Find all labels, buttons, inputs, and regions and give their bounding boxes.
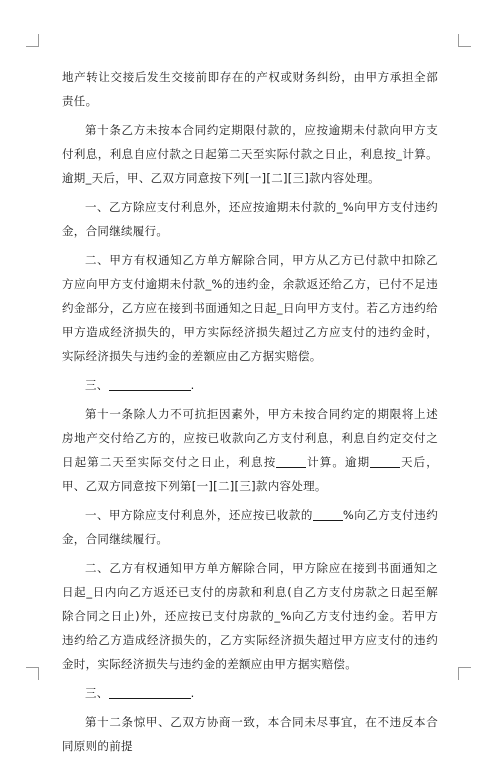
paragraph-p3 — [62, 195, 438, 243]
document-body — [62, 65, 438, 763]
paragraph-p4 — [62, 248, 438, 368]
paragraph-text: 计算。逾期 — [306, 455, 371, 469]
paragraph-p8 — [62, 556, 438, 676]
crop-mark-bottom-left — [26, 667, 39, 680]
paragraph-text: 天后，甲、乙双方同意按下列第[一][二][三]款内容处理。 — [62, 455, 438, 493]
paragraph-text: 一、乙方除应支付利息外，还应按逾期未付款的_%向甲方支付违约金，合同继续履行。 — [62, 200, 438, 238]
paragraph-p10 — [62, 710, 438, 758]
paragraph-text: . — [190, 378, 195, 392]
paragraph-text: 一、甲方除应支付利息外，还应按已收款的 — [85, 508, 313, 522]
crop-mark-bottom-right — [458, 667, 471, 680]
paragraph-p1 — [62, 65, 438, 113]
fill-in-blank — [109, 376, 191, 391]
paragraph-p9 — [62, 681, 438, 705]
paragraph-p2 — [62, 118, 438, 190]
paragraph-p7 — [62, 503, 438, 551]
paragraph-text: 二、甲方有权通知乙方单方解除合同，甲方从乙方已付款中扣除乙方应向甲方支付逾期未付款_%的违约金，余款返还给乙方，已付不足违约金部分，乙方应在接到书面通知之日起_日向甲方支付。若乙方违约给甲方造成经济损失的，甲方实际经济损失超过乙方应支付的违约金时，实际经济损失与违约金的差额应由乙方据实赔偿。 — [62, 253, 438, 363]
paragraph-text: 三、 — [85, 378, 109, 392]
paragraph-text: %向乙方支付违约金，合同继续履行。 — [62, 508, 439, 546]
paragraph-text: 地产转让交接后发生交接前即存在的产权或财务纠纷，由甲方承担全部责任。 — [62, 70, 438, 108]
paragraph-text: 三、 — [85, 686, 109, 700]
fill-in-blank — [313, 506, 343, 521]
fill-in-blank — [276, 453, 306, 468]
crop-mark-top-right — [458, 34, 471, 47]
paragraph-text: 第十二条惊甲、乙双方协商一致，本合同未尽事宜，在不违反本合同原则的前提 — [62, 715, 438, 753]
paragraph-text: 二、乙方有权通知甲方单方解除合同，甲方除应在接到书面通知之日起_日内向乙方返还已支付的房款和利息(自乙方支付房款之日起至解除合同之日止)外，还应按已支付房款的_%向乙方支付违约金。若甲方违约给乙方造成经济损失的，乙方实际经济损失超过甲方应支付的违约金时，实际经济损失与违约金的差额应由甲方据实赔偿。 — [62, 561, 438, 671]
paragraph-p6 — [62, 402, 438, 498]
fill-in-blank — [370, 453, 400, 468]
paragraph-text: 第十一条除人力不可抗拒因素外，甲方未按合同约定的期限将上述房地产交付给乙方的，应按已收款向乙方支付利息，利息自约定交付之日起第二天至实际交付之日止，利息按 — [62, 407, 438, 469]
fill-in-blank — [109, 684, 191, 699]
paragraph-p5 — [62, 373, 438, 397]
crop-mark-top-left — [26, 34, 39, 47]
paragraph-text: 第十条乙方未按本合同约定期限付款的，应按逾期未付款向甲方支付利息，利息自应付款之日起第二天至实际付款之日止，利息按_计算。逾期_天后，甲、乙双方同意按下列[一][二][三]款内容处理。 — [62, 123, 438, 185]
paragraph-text: . — [190, 686, 195, 700]
